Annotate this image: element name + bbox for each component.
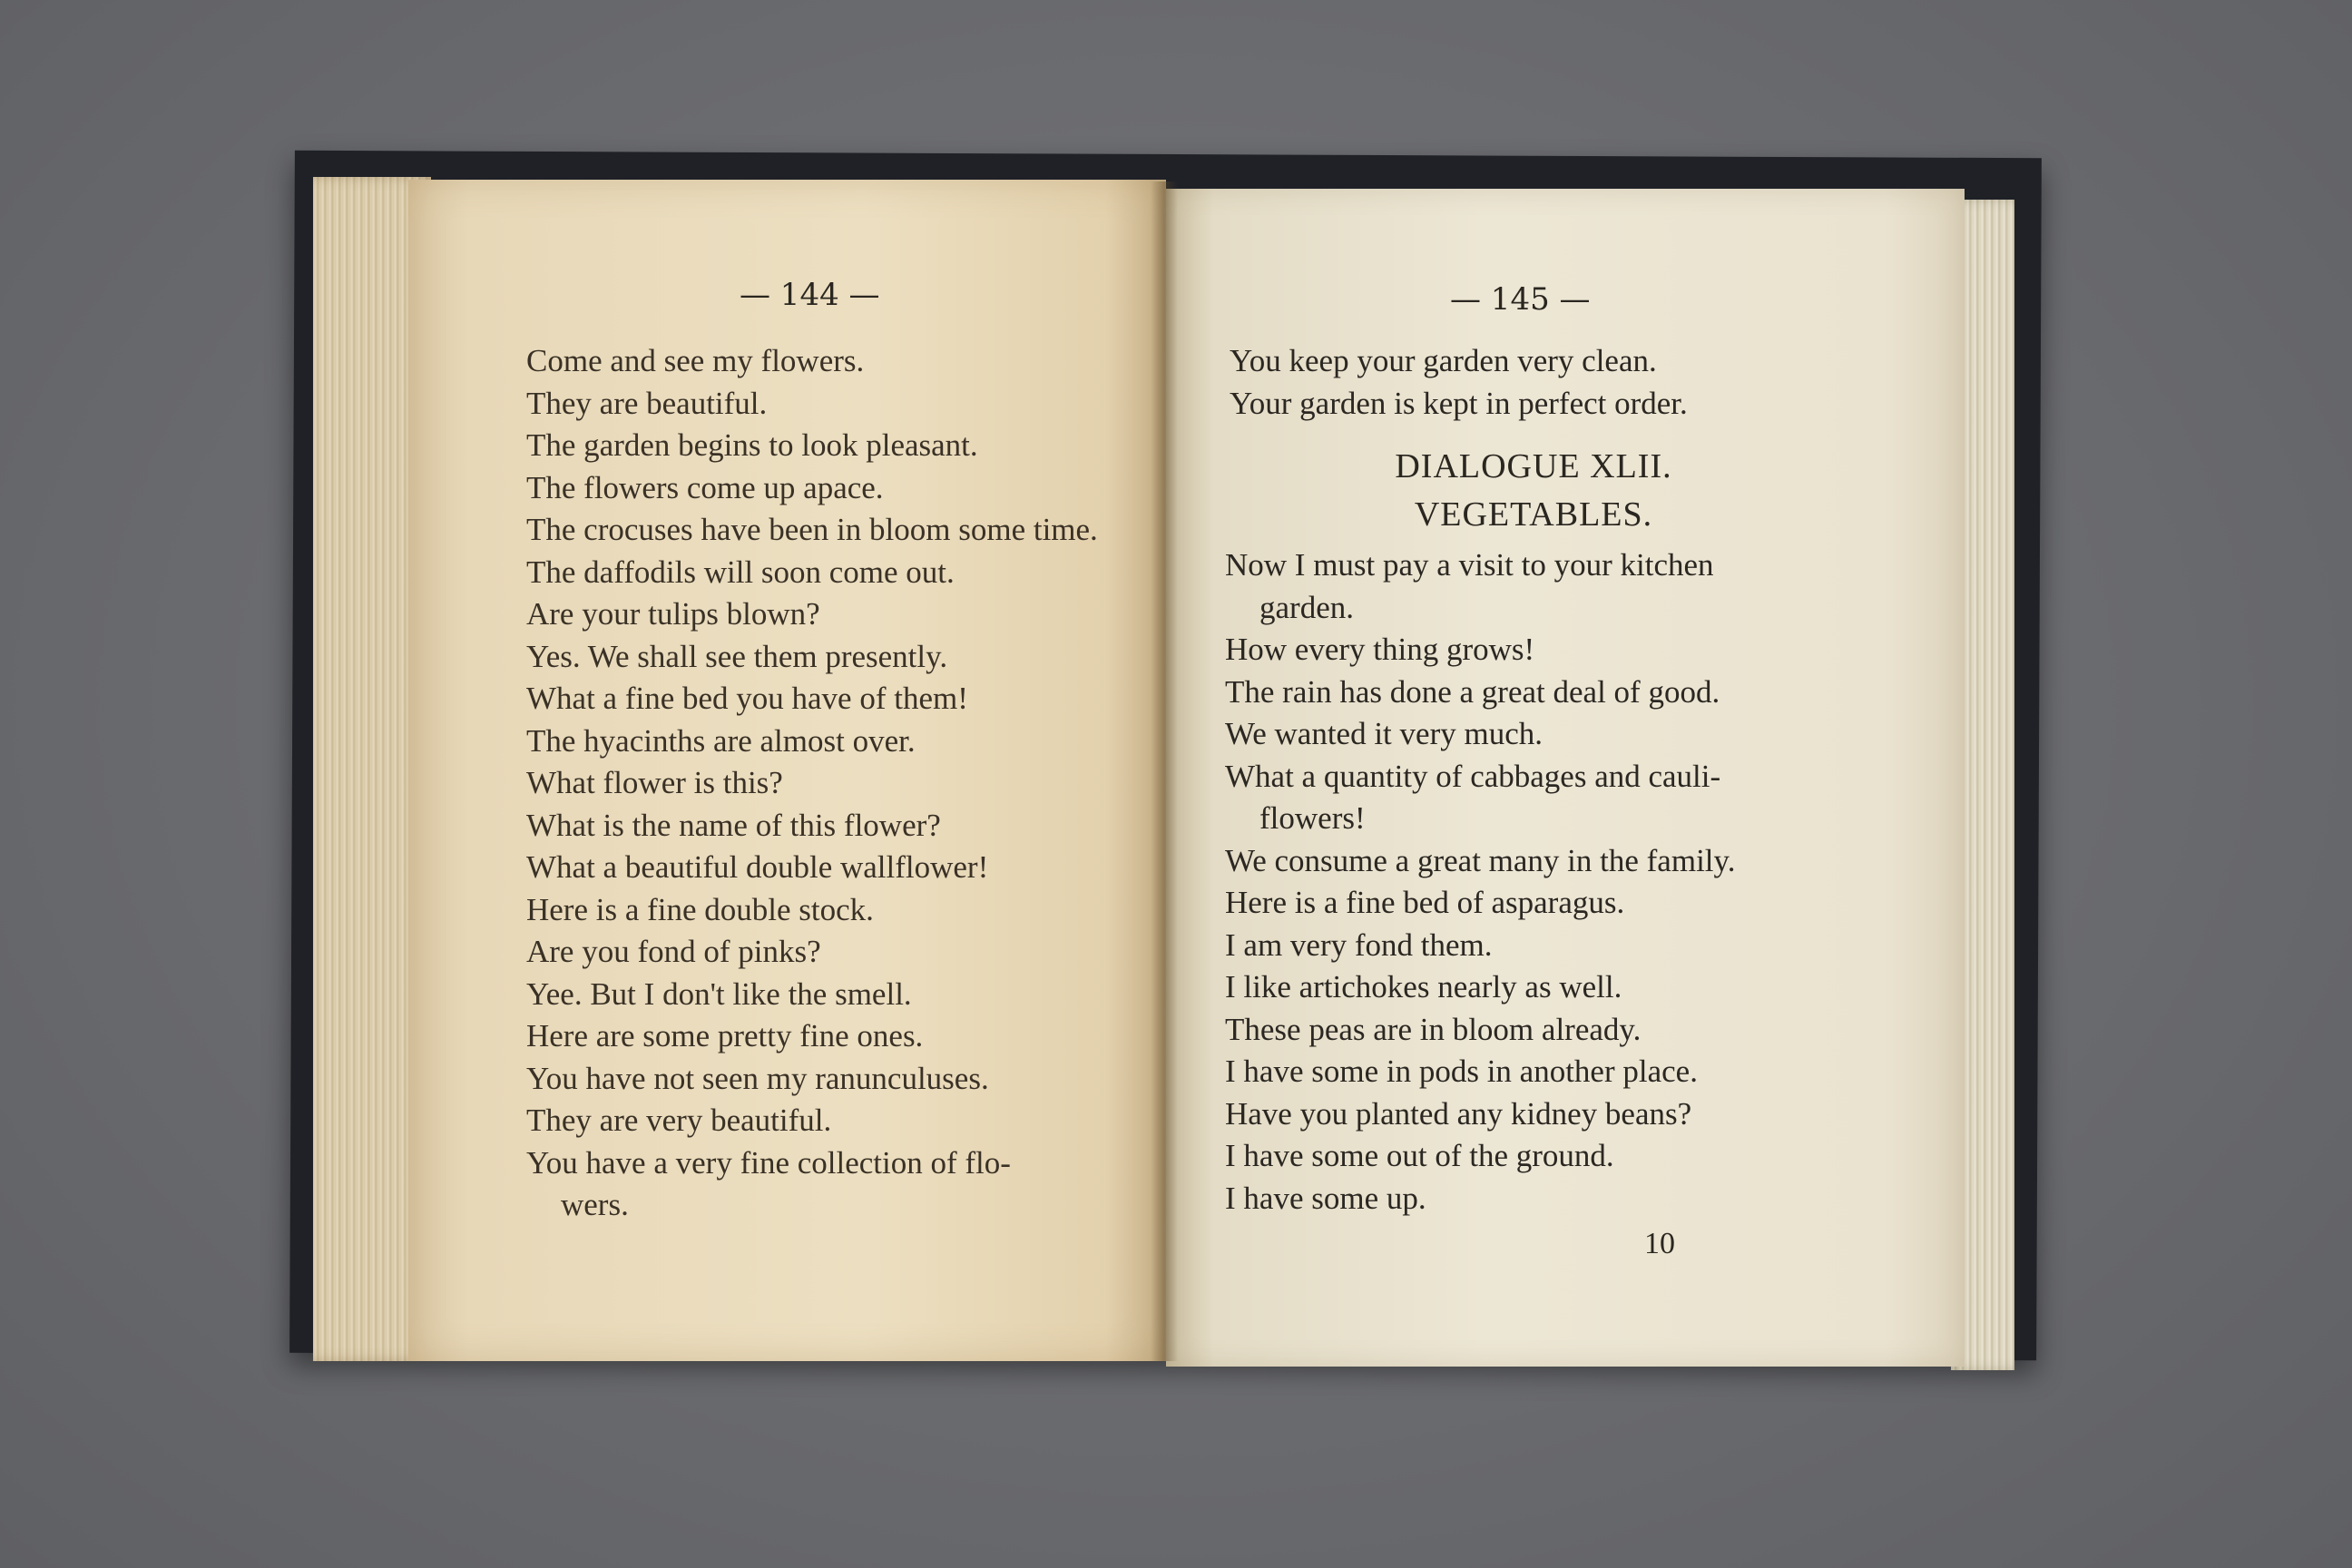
text-line: You have not seen my ranunculuses. [526, 1060, 989, 1096]
text-line: We consume a great many in the family. [1225, 842, 1736, 878]
text-line: The rain has done a great deal of good. [1225, 673, 1720, 710]
text-line: We wanted it very much. [1225, 716, 1543, 751]
text-line: Here are some pretty fine ones. [526, 1018, 924, 1054]
text-line: The hyacinths are almost over. [526, 722, 916, 759]
text-line: These peas are in bloom already. [1225, 1011, 1642, 1047]
text-line: How every thing grows! [1225, 632, 1535, 667]
text-line: You have a very fine collection of flo- [526, 1144, 1011, 1181]
left-page-number: — 144 — [740, 277, 880, 313]
text-line: The daffodils will soon come out. [526, 554, 955, 590]
right-page-text [1225, 544, 1842, 1220]
text-line: Are your tulips blown? [526, 596, 820, 632]
text-line: I like artichokes nearly as well. [1225, 969, 1622, 1004]
book-gutter [1151, 181, 1178, 1361]
text-line: wers. [561, 1187, 629, 1222]
text-line: What a quantity of cabbages and cauli- [1225, 758, 1721, 794]
left-page-text [526, 340, 1134, 1227]
text-line: I am very fond them. [1225, 926, 1493, 963]
text-line: What a beautiful double wallflower! [526, 849, 989, 885]
text-line: Here is a fine bed of asparagus. [1225, 885, 1625, 920]
text-line: flowers! [1259, 800, 1366, 836]
text-line: They are very beautiful. [526, 1102, 832, 1138]
text-line: What a fine bed you have of them! [526, 681, 968, 716]
text-line: I have some out of the ground. [1225, 1138, 1614, 1173]
text-line: I have some up. [1225, 1180, 1426, 1216]
signature-mark: 10 [1644, 1227, 1675, 1260]
text-line: What flower is this? [526, 765, 783, 800]
text-line: Come and see my flowers. [526, 343, 865, 378]
text-line: Now I must pay a visit to your kitchen [1225, 547, 1714, 583]
text-line: The garden begins to look pleasant. [526, 427, 978, 463]
text-line: You keep your garden very clean. [1230, 343, 1657, 378]
text-line: The flowers come up apace. [526, 469, 884, 505]
text-line: Yee. But I don't like the smell. [526, 975, 912, 1012]
right-page-top-text [1230, 340, 1847, 425]
dialogue-subheading: VEGETABLES. [1414, 495, 1653, 534]
right-page-number: — 145 — [1450, 281, 1591, 318]
text-line: The crocuses have been in bloom some time. [526, 512, 1098, 547]
text-line: Have you planted any kidney beans? [1225, 1095, 1692, 1132]
text-line: garden. [1259, 589, 1354, 625]
dialogue-heading: DIALOGUE XLII. [1395, 447, 1672, 485]
text-line: Are you fond of pinks? [526, 934, 821, 969]
text-line: Your garden is kept in perfect order. [1230, 385, 1688, 421]
text-line: Yes. We shall see them presently. [526, 638, 948, 674]
text-line: I have some in pods in another place. [1225, 1054, 1698, 1089]
text-line: What is the name of this flower? [526, 807, 941, 843]
text-line: They are beautiful. [526, 385, 768, 421]
text-line: Here is a fine double stock. [526, 891, 874, 927]
